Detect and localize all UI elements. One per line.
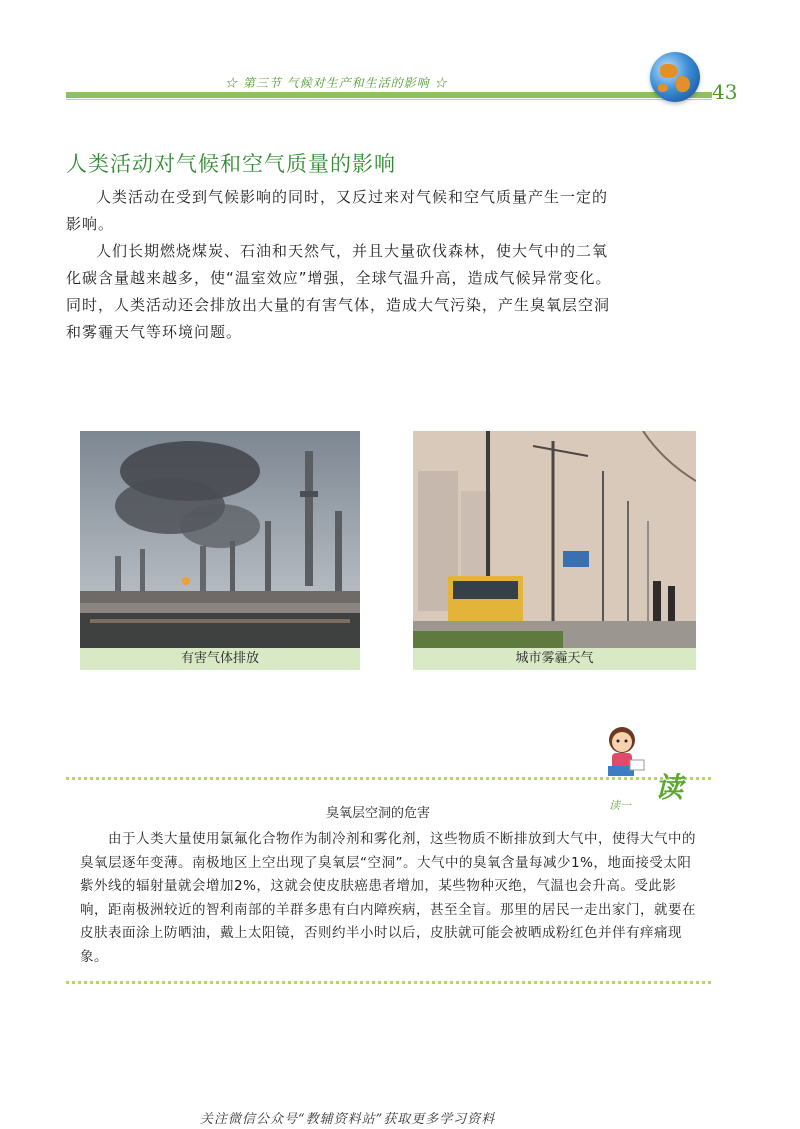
header-bar	[66, 92, 712, 98]
reading-body: 由于人类大量使用氯氟化合物作为制冷剂和雾化剂，这些物质不断排放到大气中，使得大气中的臭氧层逐年变薄。南极地区上空出现了臭氧层“空洞”。大气中的臭氧含量每减少1%，地面接受太阳紫外线的辐射量就会增加2%，这就会使皮肤癌患者增加，某些物种灭绝，气温也会升高。受此影响，距南极洲较近的智利南部的羊群多患有白内障疾病，甚至全盲。那里的居民一走出家门，就要在皮肤表面涂上防晒油，戴上太阳镜，否则约半小时以后，皮肤就可能会被晒成粉红色并伴有痒痛现象。	[80, 831, 696, 965]
reading-label: 读	[655, 771, 684, 804]
photo-gas-emission	[80, 431, 360, 648]
paragraph-1: 人类活动在受到气候影响的同时，又反过来对气候和空气质量产生一定的影响。	[66, 188, 609, 233]
footer-note: 关注微信公众号“教辅资料站”获取更多学习资料	[200, 1112, 496, 1127]
globe-icon	[650, 52, 700, 102]
caption-city-smog: 城市雾霾天气	[413, 648, 696, 670]
girl-reading-illustration	[600, 722, 650, 782]
header-bar-line	[66, 99, 712, 100]
photo-city-smog	[413, 431, 696, 648]
section-title: 人类活动对气候和空气质量的影响	[66, 152, 396, 176]
reading-bottom-divider	[66, 981, 711, 984]
caption-gas-emission: 有害气体排放	[80, 648, 360, 670]
paragraph-2: 人们长期燃烧煤炭、石油和天然气，并且大量砍伐森林，使大气中的二氧化碳含量越来越多，使“温室效应”增强，全球气温升高，造成气候异常变化。同时，人类活动还会排放出大量的有害气体，造成大气污染，产生臭氧层空洞和雾霾天气等环境问题。	[66, 242, 612, 341]
reading-label-small: 读一	[609, 799, 631, 812]
reading-title: 臭氧层空洞的危害	[326, 806, 431, 821]
page-number: 43	[712, 80, 738, 104]
chapter-header: ☆ 第三节 气候对生产和生活的影响 ☆	[225, 76, 448, 90]
